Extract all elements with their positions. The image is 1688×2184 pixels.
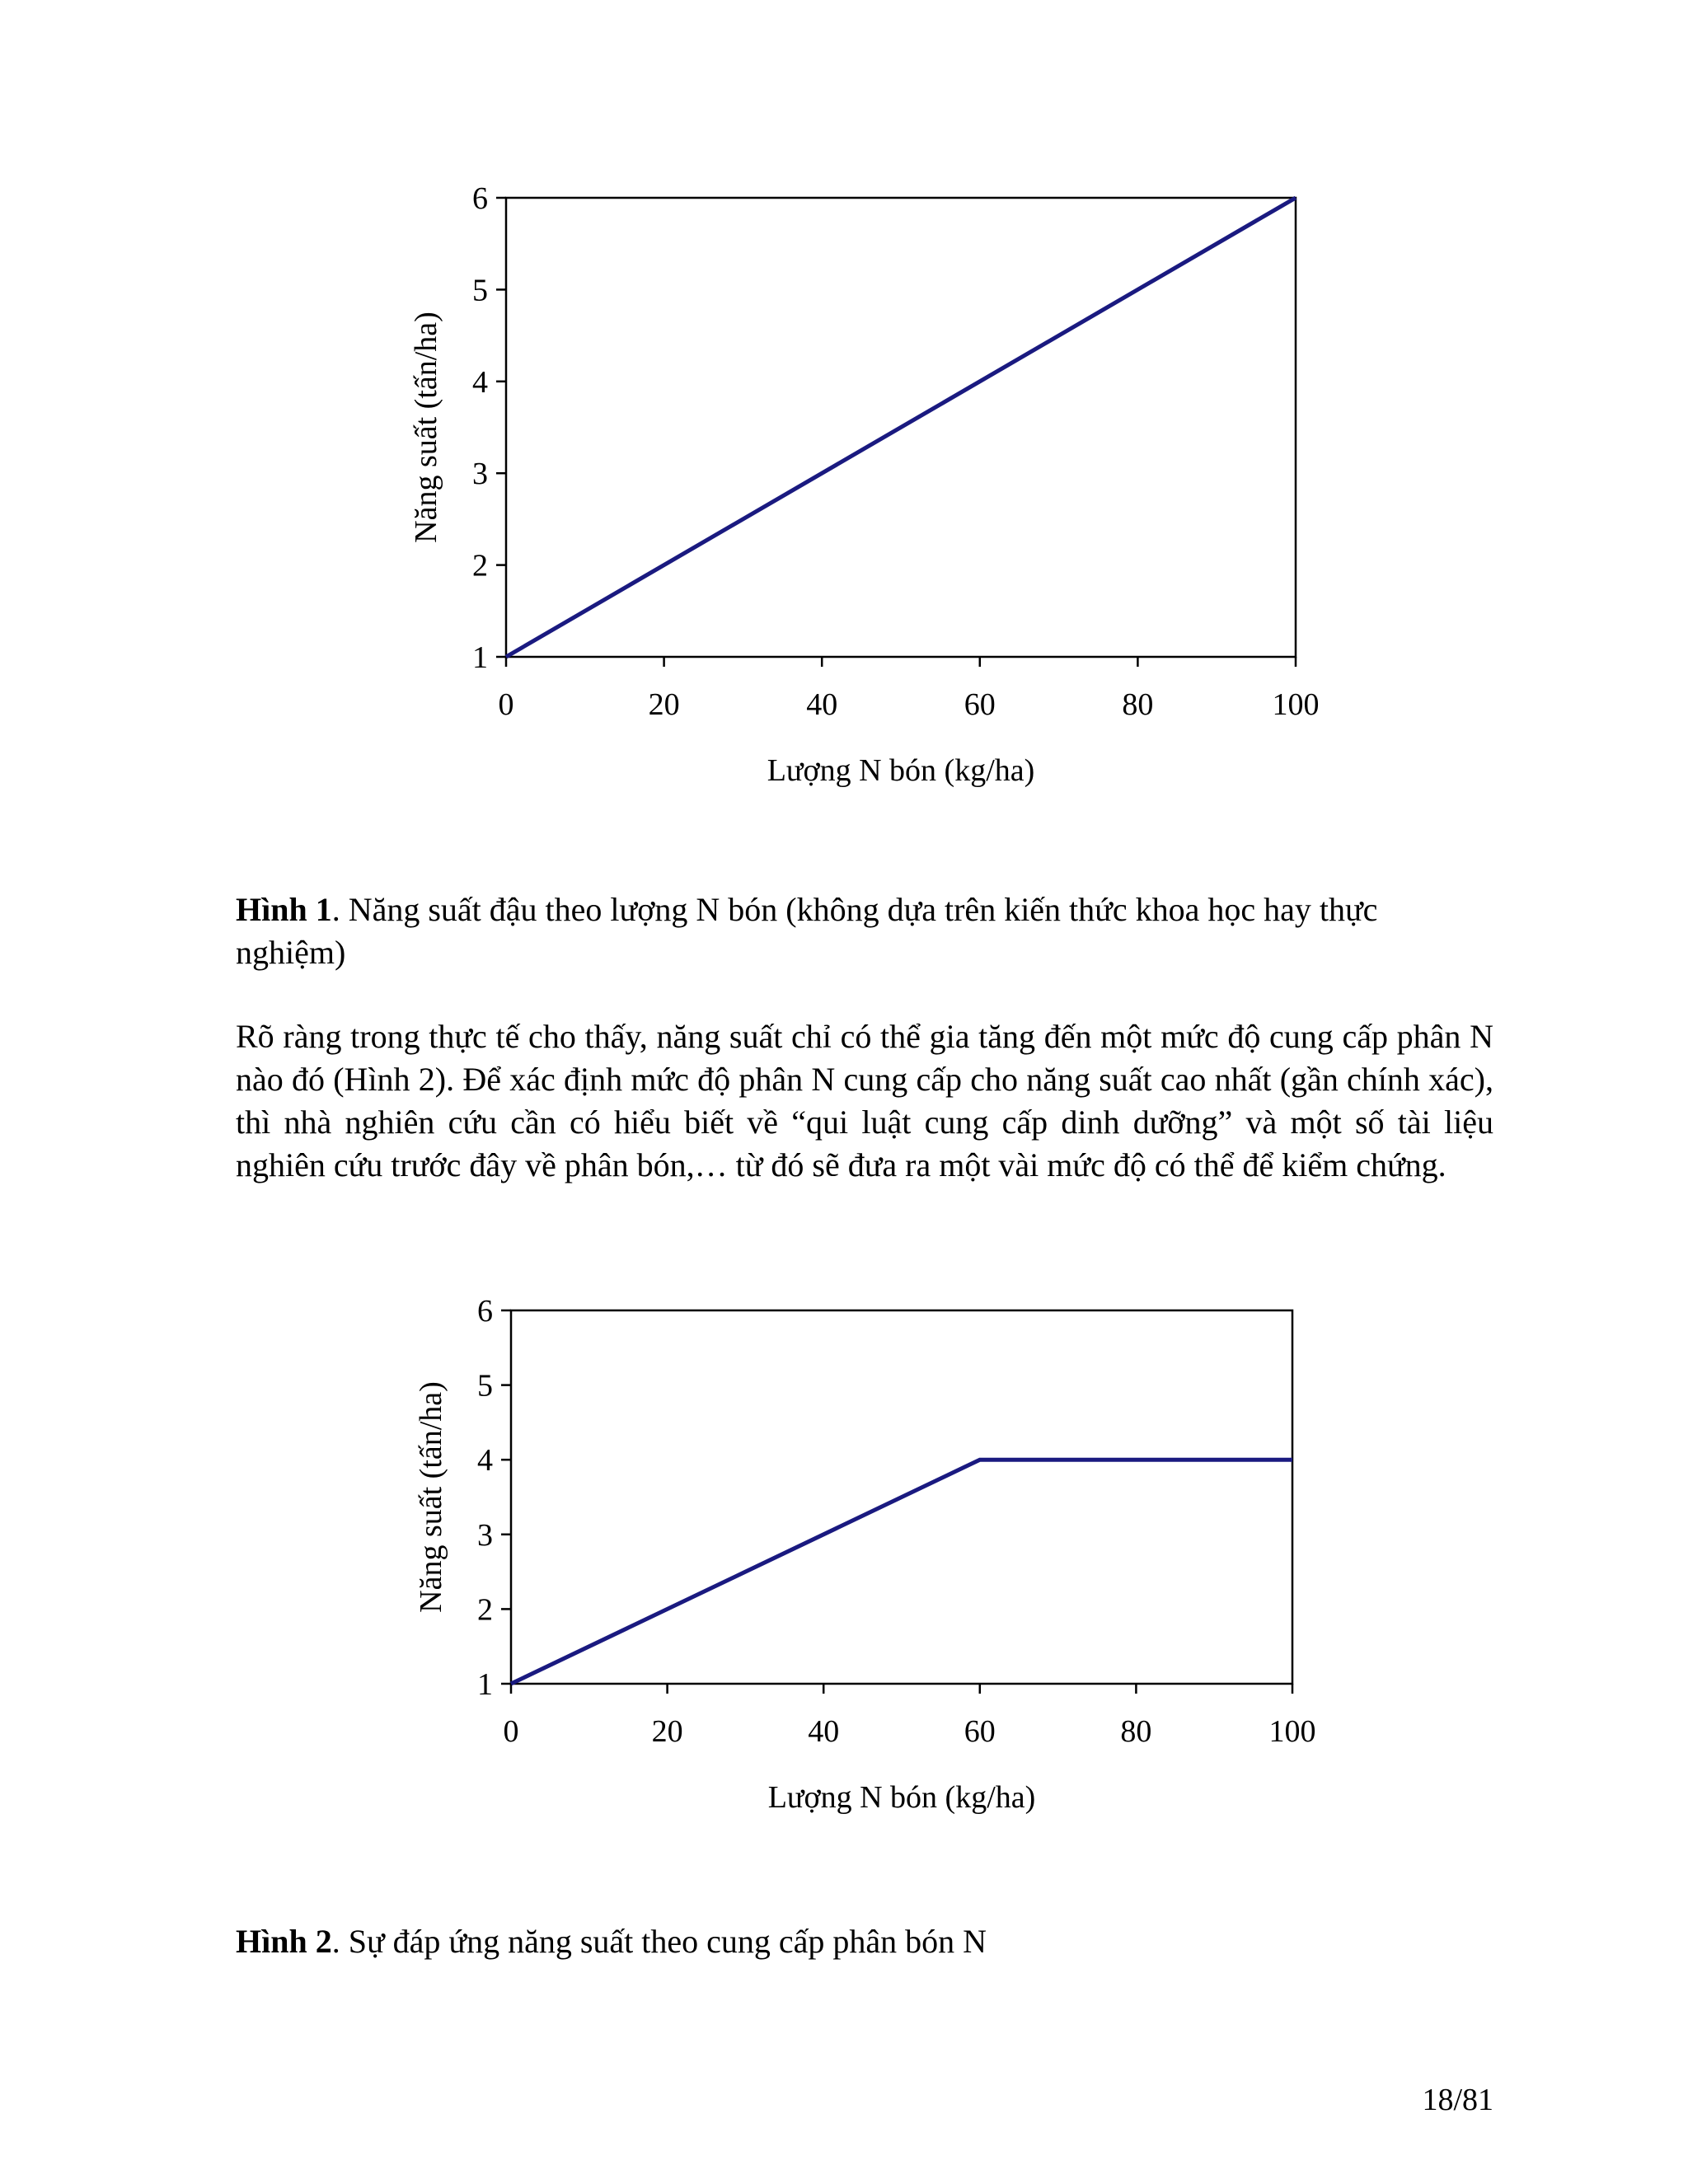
y-tick-label: 5 (472, 273, 488, 308)
chart-svg (0, 157, 1688, 816)
y-tick-label: 2 (472, 548, 488, 583)
y-tick-label: 3 (477, 1517, 493, 1553)
y-axis-title: Năng suất (tấn/ha) (409, 312, 443, 543)
y-tick-label: 1 (477, 1667, 493, 1702)
x-axis-title: Lượng N bón (kg/ha) (767, 1780, 1036, 1815)
x-tick-label: 40 (808, 1714, 840, 1749)
figure-2-caption-label: Hình 2 (236, 1923, 332, 1960)
x-tick-label: 80 (1120, 1714, 1152, 1749)
figure-1-caption (236, 888, 1493, 974)
y-tick-label: 1 (472, 640, 488, 675)
figure-1-caption-text: . Năng suất đậu theo lượng N bón (không dựa trên kiến thức khoa học hay thực nghiệm) (236, 891, 1378, 971)
figure-2-chart (0, 1269, 1688, 1846)
x-tick-label: 0 (503, 1714, 519, 1749)
x-tick-label: 80 (1122, 687, 1154, 722)
y-tick-label: 5 (477, 1368, 493, 1404)
x-tick-label: 0 (498, 687, 514, 722)
x-tick-label: 100 (1272, 687, 1320, 722)
body-paragraph: Rõ ràng trong thực tế cho thấy, năng suất chỉ có thể gia tăng đến một mức độ cung cấp phân N nào đó (Hình 2). Để xác định mức độ phân N cung cấp cho năng suất cao nhất (gần chính xác), thì nhà nghiên cứu cần có hiểu biết về “qui luật cung cấp dinh dưỡng” và một số tài liệu nghiên cứu trước đây về phân bón,… từ đó sẽ đưa ra một vài mức độ có thể để kiểm chứng. (236, 1018, 1493, 1183)
y-tick-label: 6 (477, 1294, 493, 1329)
y-tick-label: 6 (472, 181, 488, 216)
x-tick-label: 60 (964, 1714, 996, 1749)
x-tick-label: 100 (1268, 1714, 1316, 1749)
y-tick-label: 4 (472, 364, 488, 400)
page-number: 18/81 (1422, 2083, 1493, 2117)
figure-2-caption-text: . Sự đáp ứng năng suất theo cung cấp phân bón N (331, 1923, 987, 1960)
figure-1-caption-label: Hình 1 (236, 891, 332, 928)
y-tick-label: 2 (477, 1592, 493, 1628)
figure-1-chart (0, 157, 1688, 816)
x-tick-label: 20 (648, 687, 680, 722)
chart-svg (0, 1269, 1688, 1846)
y-tick-label: 4 (477, 1443, 493, 1479)
x-tick-label: 20 (651, 1714, 683, 1749)
figure-2-caption (236, 1920, 1493, 1963)
series-line (511, 1460, 1292, 1684)
y-tick-label: 3 (472, 457, 488, 492)
y-axis-title: Năng suất (tấn/ha) (414, 1381, 448, 1613)
x-axis-title: Lượng N bón (kg/ha) (767, 753, 1035, 788)
x-tick-label: 40 (806, 687, 838, 722)
x-tick-label: 60 (964, 687, 996, 722)
series-line (506, 198, 1296, 657)
